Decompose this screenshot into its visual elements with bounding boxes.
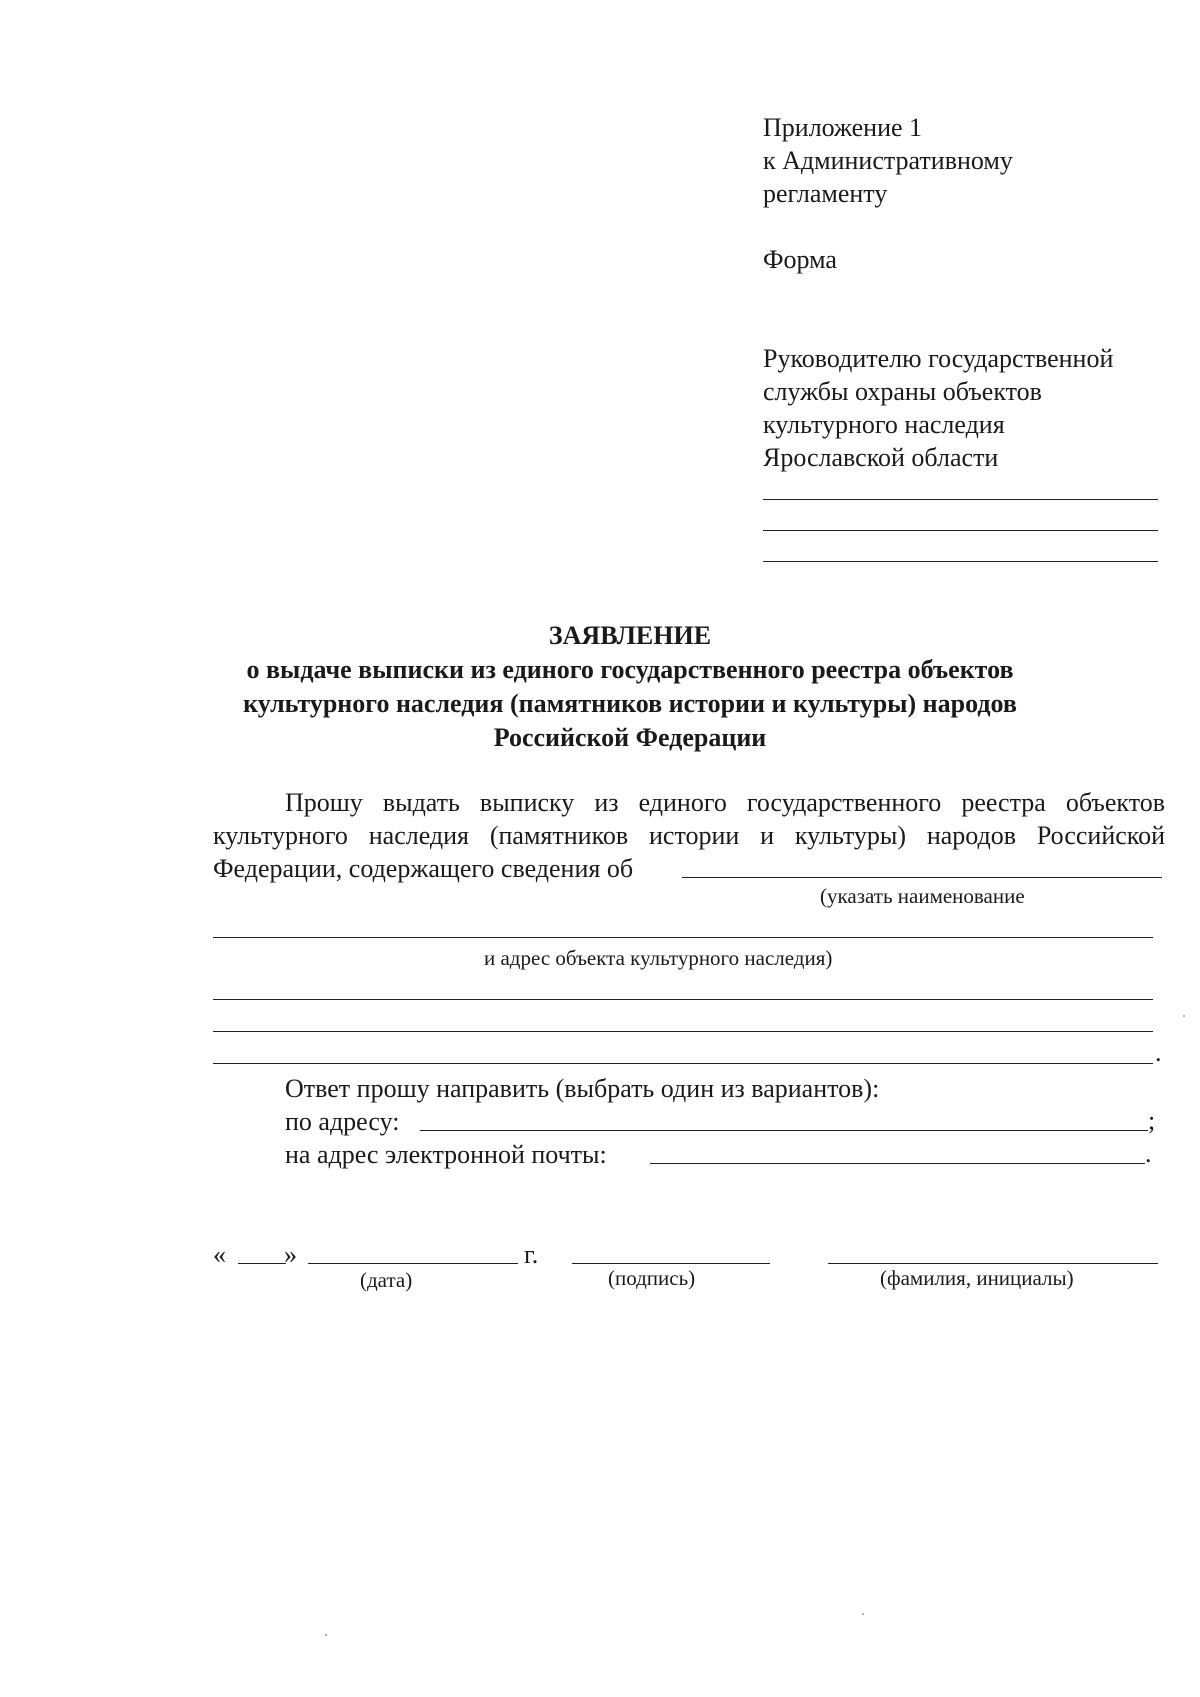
document-subtitle-line-2: культурного наследия (памятников истории и культуры) народов: [243, 689, 1017, 718]
object-address-fill-line-3[interactable]: [213, 1063, 1153, 1064]
appendix-line-1: Приложение 1: [763, 113, 923, 142]
object-address-hint: и адрес объекта культурного наследия): [484, 946, 833, 970]
by-address-fill-line[interactable]: [420, 1130, 1148, 1131]
signature-fill-line[interactable]: [572, 1263, 770, 1264]
request-line-3: Федерации, содержащего сведения об: [213, 854, 634, 883]
document-subtitle-line-3: Российской Федерации: [493, 723, 767, 752]
document-subtitle-line-1: о выдаче выписки из единого государственного реестра объектов: [246, 655, 1014, 684]
scan-speck: [862, 1613, 864, 1615]
date-day-fill-line[interactable]: [238, 1263, 286, 1264]
object-address-period: .: [1155, 1038, 1162, 1067]
addressee-line-4: Ярославской области: [763, 443, 999, 472]
date-year-suffix: г.: [524, 1240, 539, 1269]
addressee-line-2: службы охраны объектов: [763, 377, 1042, 406]
scan-speck: [1183, 1015, 1185, 1017]
date-quote-close: »: [284, 1240, 297, 1269]
addressee-fill-line-2[interactable]: [763, 530, 1158, 531]
object-address-fill-line-1[interactable]: [213, 999, 1153, 1000]
form-label: Форма: [763, 245, 837, 274]
by-email-label: на адрес электронной почты:: [285, 1140, 607, 1169]
addressee-line-3: культурного наследия: [763, 410, 1005, 439]
request-line-1: Прошу выдать выписку из единого государственного реестра объектов: [285, 788, 1165, 817]
object-address-fill-line-2[interactable]: [213, 1031, 1153, 1032]
by-address-label: по адресу:: [285, 1107, 400, 1136]
appendix-line-3: регламенту: [763, 179, 888, 208]
addressee-line-1: Руководителю государственной: [763, 344, 1114, 373]
by-address-end: ;: [1148, 1106, 1156, 1135]
signature-caption: (подпись): [608, 1266, 696, 1290]
reply-intro: Ответ прошу направить (выбрать один из вариантов):: [285, 1074, 880, 1103]
appendix-line-2: к Административному: [763, 146, 1013, 175]
scan-speck: [325, 1634, 327, 1636]
date-quote-open: «: [213, 1240, 226, 1269]
object-name-hint: (указать наименование: [820, 884, 1025, 908]
addressee-fill-line-1[interactable]: [763, 499, 1158, 500]
date-month-fill-line[interactable]: [308, 1263, 518, 1264]
object-name-fill-line-2[interactable]: [213, 937, 1153, 938]
addressee-fill-line-3[interactable]: [763, 561, 1158, 562]
fullname-caption: (фамилия, инициалы): [880, 1266, 1074, 1290]
fullname-fill-line[interactable]: [828, 1263, 1158, 1264]
by-email-fill-line[interactable]: [650, 1163, 1145, 1164]
by-email-end: .: [1145, 1139, 1152, 1168]
object-name-fill-line[interactable]: [682, 877, 1162, 878]
request-line-2: культурного наследия (памятников истории и культуры) народов Российской: [213, 821, 1165, 850]
date-caption: (дата): [360, 1268, 413, 1292]
document-title: ЗАЯВЛЕНИЕ: [548, 621, 712, 650]
